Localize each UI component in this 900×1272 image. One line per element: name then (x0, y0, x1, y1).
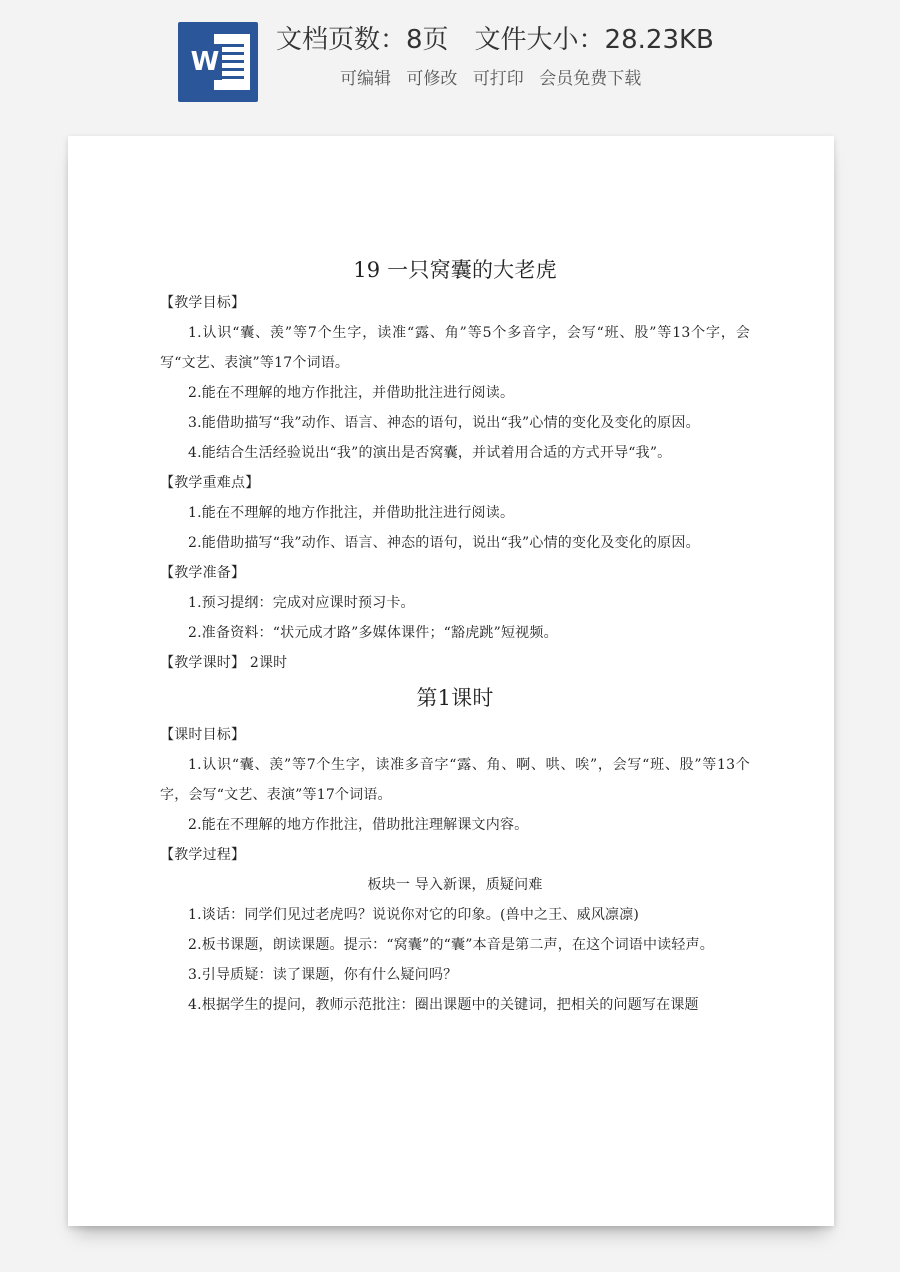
tag-printable: 可打印 (472, 69, 524, 89)
document-body (160, 252, 750, 1020)
word-document-icon (178, 22, 258, 102)
process-item: 2.板书课题，朗读课题。提示：“窝囊”的“囊”本音是第二声，在这个词语中读轻声。 (188, 937, 714, 953)
document-page (68, 136, 834, 1226)
key-point-item: 2.能借助描写“我”动作、语言、神态的语句，说出“我”心情的变化及变化的原因。 (188, 535, 700, 551)
process-item: 4.根据学生的提问，教师示范批注：圈出课题中的关键词，把相关的问题写在课题 (188, 997, 699, 1013)
goal-item: 2.能在不理解的地方作批注，并借助批注进行阅读。 (188, 385, 515, 401)
lesson-goal-item: 2.能在不理解的地方作批注，借助批注理解课文内容。 (188, 817, 529, 833)
goal-item: 1.认识“囊、羡”等7个生字，读准“露、角”等5个多音字，会写“班、股”等13个字，会写“文艺、表演”等17个词语。 (160, 325, 750, 371)
lesson-goal-item: 1.认识“囊、羡”等7个生字，读准多音字“露、角、啊、哄、唉”，会写“班、股”等13个字，会写“文艺、表演”等17个词语。 (160, 757, 750, 803)
file-size: 文件大小：28.23KB (474, 25, 714, 55)
tag-editable: 可编辑 (340, 69, 391, 89)
goals-heading: 【教学目标】 (160, 295, 246, 311)
preparation-item: 1.预习提纲：完成对应课时预习卡。 (188, 595, 415, 611)
goal-item: 3.能借助描写“我”动作、语言、神态的语句，说出“我”心情的变化及变化的原因。 (188, 415, 700, 431)
lesson-title: 第1课时 (416, 686, 494, 710)
preparation-heading: 【教学准备】 (160, 565, 246, 581)
word-icon-letter: W (188, 44, 222, 80)
key-points-heading: 【教学重难点】 (160, 475, 260, 491)
download-banner (0, 0, 900, 120)
goal-item: 4.能结合生活经验说出“我”的演出是否窝囊，并试着用合适的方式开导“我”。 (188, 445, 672, 461)
class-hours-line: 【教学课时】 2课时 (160, 655, 288, 671)
tag-modifiable: 可修改 (406, 69, 458, 89)
process-item: 1.谈话：同学们见过老虎吗？说说你对它的印象。(兽中之王、威风凛凛) (188, 907, 640, 923)
tag-free-download[interactable]: 会员免费下载 (539, 69, 642, 89)
block-title: 板块一 导入新课，质疑问难 (367, 877, 543, 893)
document-title: 19 一只窝囊的大老虎 (353, 258, 557, 282)
process-item: 3.引导质疑：读了课题，你有什么疑问吗？ (188, 967, 458, 983)
file-info (276, 20, 714, 60)
page-count: 文档页数：8页 (276, 25, 449, 55)
process-heading: 【教学过程】 (160, 847, 246, 863)
preparation-item: 2.准备资料：“状元成才路”多媒体课件；“豁虎跳”短视频。 (188, 625, 558, 641)
feature-tags (340, 66, 651, 92)
lesson-goals-heading: 【课时目标】 (160, 727, 246, 743)
key-point-item: 1.能在不理解的地方作批注，并借助批注进行阅读。 (188, 505, 515, 521)
